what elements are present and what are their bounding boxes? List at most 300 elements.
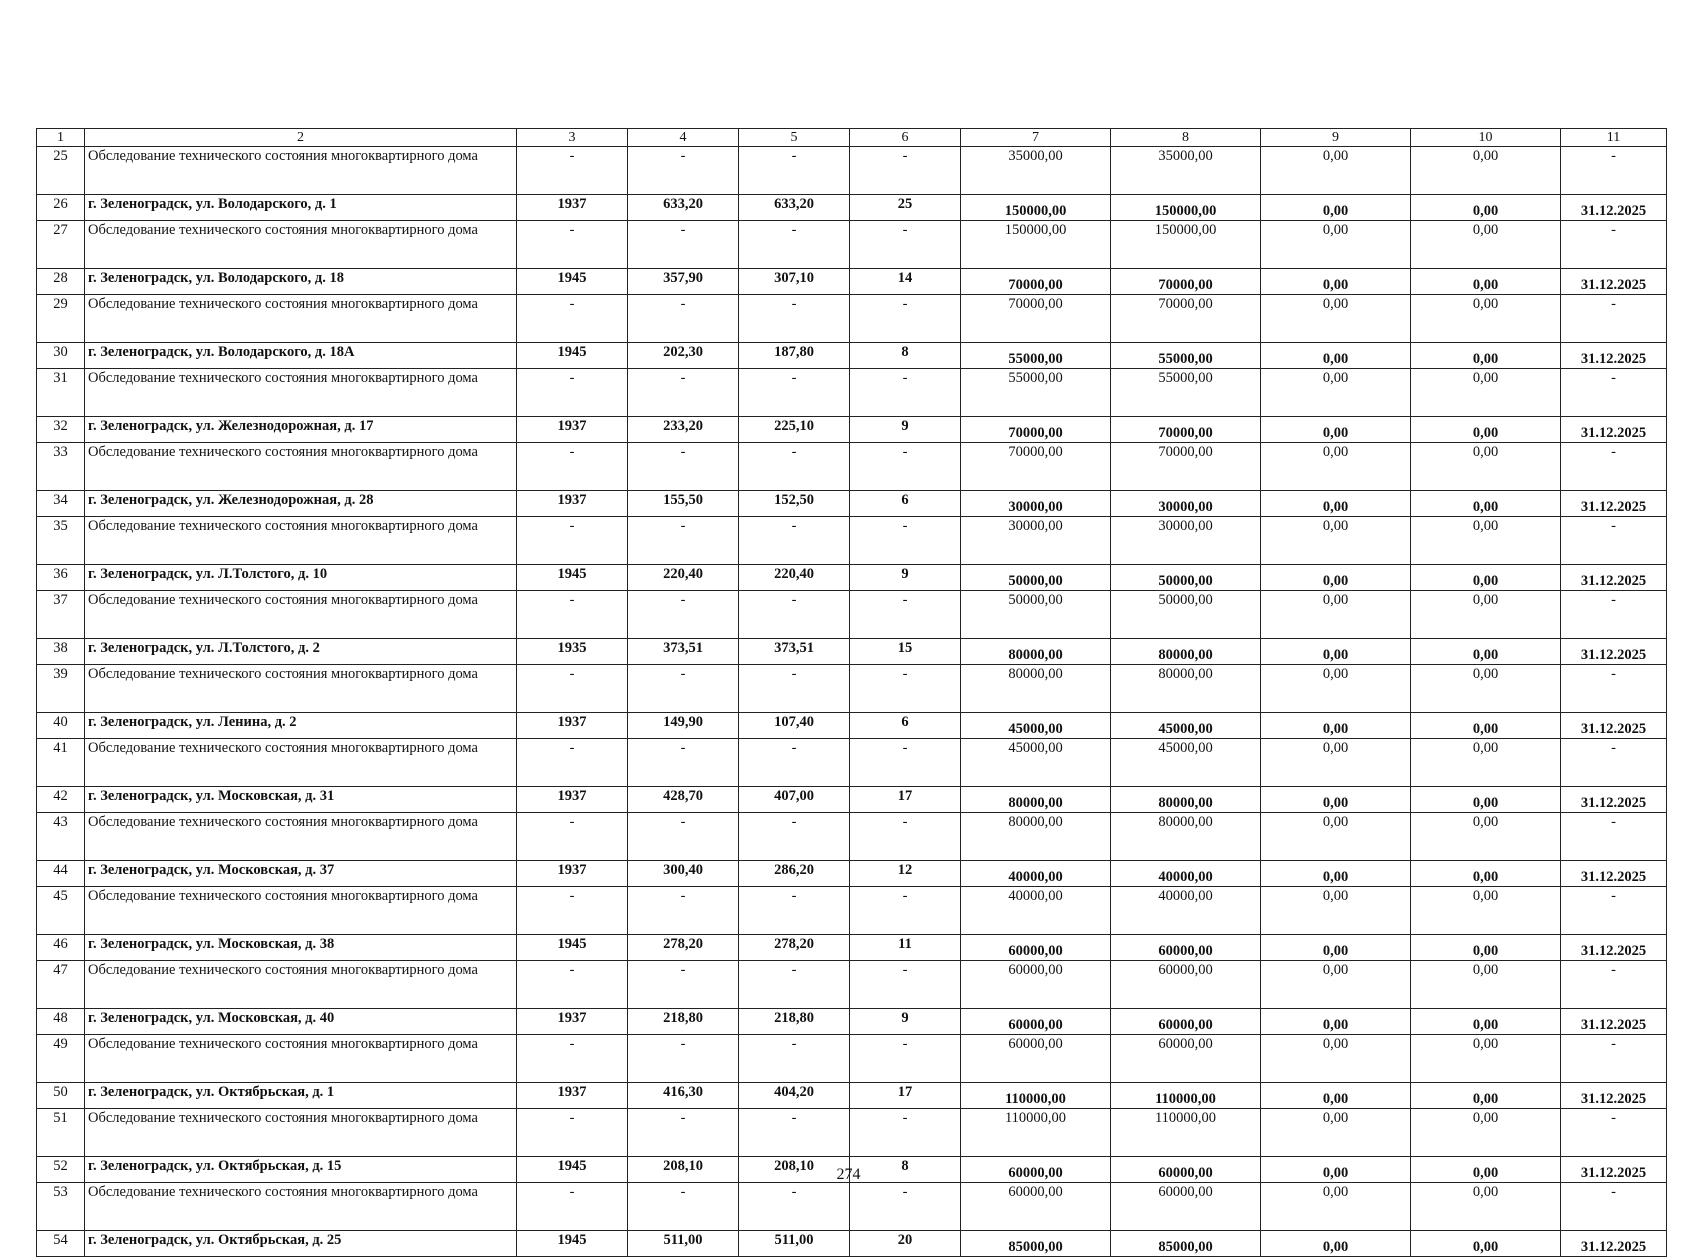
row-number: 31	[37, 369, 85, 417]
row-name: г. Зеленоградск, ул. Володарского, д. 18	[85, 269, 517, 295]
deadline-cell: -	[1561, 887, 1667, 935]
cost-owners-cell: 0,00	[1411, 1231, 1561, 1257]
cost-fund-cell: 30000,00	[1111, 491, 1261, 517]
deadline-cell: 31.12.2025	[1561, 417, 1667, 443]
address-row	[37, 1231, 1667, 1257]
work-row	[37, 739, 1667, 787]
year-cell: 1937	[517, 787, 628, 813]
area-living-cell: -	[739, 961, 850, 1009]
address-row	[37, 491, 1667, 517]
column-number: 7	[961, 129, 1111, 147]
residents-cell: -	[850, 1183, 961, 1231]
cost-owners-cell: 0,00	[1411, 787, 1561, 813]
cost-budget-cell: 0,00	[1261, 713, 1411, 739]
year-cell: 1937	[517, 861, 628, 887]
row-name: г. Зеленоградск, ул. Московская, д. 38	[85, 935, 517, 961]
row-name: Обследование технического состояния многоквартирного дома	[85, 517, 517, 565]
residents-cell: 20	[850, 1231, 961, 1257]
row-number: 40	[37, 713, 85, 739]
residents-cell: -	[850, 887, 961, 935]
deadline-cell: -	[1561, 517, 1667, 565]
column-number: 11	[1561, 129, 1667, 147]
row-number: 33	[37, 443, 85, 491]
cost-owners-cell: 0,00	[1411, 813, 1561, 861]
area-living-cell: 404,20	[739, 1083, 850, 1109]
year-cell: -	[517, 591, 628, 639]
cost-total-cell: 45000,00	[961, 739, 1111, 787]
year-cell: 1937	[517, 1009, 628, 1035]
year-cell: -	[517, 813, 628, 861]
residents-cell: 9	[850, 1009, 961, 1035]
cost-owners-cell: 0,00	[1411, 1083, 1561, 1109]
cost-fund-cell: 80000,00	[1111, 639, 1261, 665]
area-total-cell: -	[628, 1183, 739, 1231]
residents-cell: -	[850, 739, 961, 787]
deadline-cell: -	[1561, 665, 1667, 713]
area-living-cell: 107,40	[739, 713, 850, 739]
row-number: 46	[37, 935, 85, 961]
deadline-cell: 31.12.2025	[1561, 713, 1667, 739]
residents-cell: 14	[850, 269, 961, 295]
area-living-cell: -	[739, 1183, 850, 1231]
deadline-cell: -	[1561, 1035, 1667, 1083]
cost-budget-cell: 0,00	[1261, 1157, 1411, 1183]
deadline-cell: 31.12.2025	[1561, 1009, 1667, 1035]
cost-total-cell: 50000,00	[961, 591, 1111, 639]
row-name: г. Зеленоградск, ул. Железнодорожная, д. 28	[85, 491, 517, 517]
cost-owners-cell: 0,00	[1411, 565, 1561, 591]
cost-owners-cell: 0,00	[1411, 369, 1561, 417]
cost-owners-cell: 0,00	[1411, 1109, 1561, 1157]
deadline-cell: 31.12.2025	[1561, 565, 1667, 591]
row-name: Обследование технического состояния многоквартирного дома	[85, 369, 517, 417]
year-cell: -	[517, 295, 628, 343]
row-name: г. Зеленоградск, ул. Володарского, д. 1	[85, 195, 517, 221]
cost-total-cell: 50000,00	[961, 565, 1111, 591]
deadline-cell: 31.12.2025	[1561, 1157, 1667, 1183]
area-total-cell: -	[628, 147, 739, 195]
cost-budget-cell: 0,00	[1261, 147, 1411, 195]
area-total-cell: 208,10	[628, 1157, 739, 1183]
cost-owners-cell: 0,00	[1411, 665, 1561, 713]
deadline-cell: -	[1561, 221, 1667, 269]
cost-budget-cell: 0,00	[1261, 813, 1411, 861]
row-number: 27	[37, 221, 85, 269]
year-cell: -	[517, 1109, 628, 1157]
residents-cell: -	[850, 295, 961, 343]
year-cell: 1945	[517, 935, 628, 961]
row-number: 42	[37, 787, 85, 813]
work-row	[37, 591, 1667, 639]
year-cell: 1945	[517, 565, 628, 591]
cost-total-cell: 150000,00	[961, 221, 1111, 269]
area-living-cell: -	[739, 1109, 850, 1157]
cost-owners-cell: 0,00	[1411, 147, 1561, 195]
cost-fund-cell: 45000,00	[1111, 739, 1261, 787]
deadline-cell: -	[1561, 443, 1667, 491]
cost-budget-cell: 0,00	[1261, 269, 1411, 295]
page-number: 274	[836, 1166, 861, 1183]
row-number: 38	[37, 639, 85, 665]
year-cell: -	[517, 665, 628, 713]
address-row	[37, 565, 1667, 591]
area-living-cell: 511,00	[739, 1231, 850, 1257]
area-total-cell: -	[628, 813, 739, 861]
cost-total-cell: 80000,00	[961, 665, 1111, 713]
work-row	[37, 813, 1667, 861]
cost-fund-cell: 70000,00	[1111, 269, 1261, 295]
cost-total-cell: 85000,00	[961, 1231, 1111, 1257]
cost-fund-cell: 50000,00	[1111, 591, 1261, 639]
address-row	[37, 713, 1667, 739]
cost-total-cell: 45000,00	[961, 713, 1111, 739]
area-total-cell: -	[628, 887, 739, 935]
column-number: 6	[850, 129, 961, 147]
deadline-cell: -	[1561, 1109, 1667, 1157]
cost-owners-cell: 0,00	[1411, 1035, 1561, 1083]
row-number: 51	[37, 1109, 85, 1157]
cost-fund-cell: 110000,00	[1111, 1083, 1261, 1109]
address-row	[37, 195, 1667, 221]
cost-owners-cell: 0,00	[1411, 443, 1561, 491]
cost-owners-cell: 0,00	[1411, 1183, 1561, 1231]
cost-total-cell: 60000,00	[961, 935, 1111, 961]
deadline-cell: -	[1561, 1183, 1667, 1231]
cost-budget-cell: 0,00	[1261, 861, 1411, 887]
cost-fund-cell: 80000,00	[1111, 787, 1261, 813]
cost-total-cell: 110000,00	[961, 1109, 1111, 1157]
area-total-cell: 511,00	[628, 1231, 739, 1257]
row-name: Обследование технического состояния многоквартирного дома	[85, 221, 517, 269]
year-cell: -	[517, 961, 628, 1009]
deadline-cell: -	[1561, 813, 1667, 861]
residents-cell: -	[850, 443, 961, 491]
row-number: 30	[37, 343, 85, 369]
deadline-cell: 31.12.2025	[1561, 861, 1667, 887]
area-total-cell: 373,51	[628, 639, 739, 665]
area-living-cell: 286,20	[739, 861, 850, 887]
cost-budget-cell: 0,00	[1261, 1009, 1411, 1035]
row-number: 29	[37, 295, 85, 343]
work-row	[37, 517, 1667, 565]
work-row	[37, 1183, 1667, 1231]
year-cell: 1935	[517, 639, 628, 665]
deadline-cell: 31.12.2025	[1561, 787, 1667, 813]
cost-total-cell: 55000,00	[961, 369, 1111, 417]
area-total-cell: 149,90	[628, 713, 739, 739]
work-row	[37, 961, 1667, 1009]
area-living-cell: -	[739, 517, 850, 565]
cost-owners-cell: 0,00	[1411, 343, 1561, 369]
work-row	[37, 665, 1667, 713]
cost-budget-cell: 0,00	[1261, 739, 1411, 787]
work-row	[37, 1035, 1667, 1083]
row-number: 44	[37, 861, 85, 887]
row-number: 35	[37, 517, 85, 565]
cost-budget-cell: 0,00	[1261, 1183, 1411, 1231]
residents-cell: -	[850, 813, 961, 861]
deadline-cell: -	[1561, 147, 1667, 195]
cost-fund-cell: 110000,00	[1111, 1109, 1261, 1157]
cost-budget-cell: 0,00	[1261, 295, 1411, 343]
row-name: Обследование технического состояния многоквартирного дома	[85, 443, 517, 491]
area-living-cell: 278,20	[739, 935, 850, 961]
cost-fund-cell: 150000,00	[1111, 195, 1261, 221]
row-name: Обследование технического состояния многоквартирного дома	[85, 147, 517, 195]
year-cell: -	[517, 147, 628, 195]
cost-total-cell: 60000,00	[961, 1157, 1111, 1183]
address-row	[37, 343, 1667, 369]
cost-owners-cell: 0,00	[1411, 639, 1561, 665]
cost-budget-cell: 0,00	[1261, 517, 1411, 565]
cost-total-cell: 60000,00	[961, 961, 1111, 1009]
cost-total-cell: 70000,00	[961, 443, 1111, 491]
year-cell: 1945	[517, 343, 628, 369]
row-name: Обследование технического состояния многоквартирного дома	[85, 1183, 517, 1231]
residents-cell: -	[850, 1109, 961, 1157]
area-living-cell: 407,00	[739, 787, 850, 813]
cost-budget-cell: 0,00	[1261, 491, 1411, 517]
row-name: Обследование технического состояния многоквартирного дома	[85, 739, 517, 787]
cost-fund-cell: 70000,00	[1111, 295, 1261, 343]
area-total-cell: 233,20	[628, 417, 739, 443]
cost-total-cell: 80000,00	[961, 639, 1111, 665]
residents-cell: 9	[850, 565, 961, 591]
cost-fund-cell: 35000,00	[1111, 147, 1261, 195]
cost-budget-cell: 0,00	[1261, 443, 1411, 491]
cost-fund-cell: 60000,00	[1111, 935, 1261, 961]
area-living-cell: -	[739, 147, 850, 195]
deadline-cell: 31.12.2025	[1561, 269, 1667, 295]
area-total-cell: -	[628, 665, 739, 713]
row-number: 34	[37, 491, 85, 517]
works-table	[36, 128, 1667, 1257]
column-number: 8	[1111, 129, 1261, 147]
column-number-row	[37, 129, 1667, 147]
area-total-cell: -	[628, 1035, 739, 1083]
work-row	[37, 887, 1667, 935]
cost-fund-cell: 60000,00	[1111, 1157, 1261, 1183]
cost-fund-cell: 80000,00	[1111, 813, 1261, 861]
cost-budget-cell: 0,00	[1261, 639, 1411, 665]
cost-owners-cell: 0,00	[1411, 491, 1561, 517]
cost-budget-cell: 0,00	[1261, 1083, 1411, 1109]
cost-owners-cell: 0,00	[1411, 935, 1561, 961]
cost-total-cell: 70000,00	[961, 417, 1111, 443]
deadline-cell: 31.12.2025	[1561, 639, 1667, 665]
residents-cell: 8	[850, 1157, 961, 1183]
cost-total-cell: 30000,00	[961, 491, 1111, 517]
cost-fund-cell: 85000,00	[1111, 1231, 1261, 1257]
cost-owners-cell: 0,00	[1411, 417, 1561, 443]
cost-fund-cell: 60000,00	[1111, 1009, 1261, 1035]
row-number: 50	[37, 1083, 85, 1109]
cost-budget-cell: 0,00	[1261, 1231, 1411, 1257]
row-name: Обследование технического состояния многоквартирного дома	[85, 295, 517, 343]
residents-cell: 17	[850, 787, 961, 813]
cost-budget-cell: 0,00	[1261, 369, 1411, 417]
column-number: 9	[1261, 129, 1411, 147]
residents-cell: 8	[850, 343, 961, 369]
area-total-cell: 428,70	[628, 787, 739, 813]
residents-cell: -	[850, 1035, 961, 1083]
cost-fund-cell: 30000,00	[1111, 517, 1261, 565]
area-living-cell: 633,20	[739, 195, 850, 221]
residents-cell: 6	[850, 491, 961, 517]
area-living-cell: 187,80	[739, 343, 850, 369]
cost-total-cell: 60000,00	[961, 1009, 1111, 1035]
cost-total-cell: 70000,00	[961, 269, 1111, 295]
deadline-cell: -	[1561, 591, 1667, 639]
row-number: 36	[37, 565, 85, 591]
row-number: 37	[37, 591, 85, 639]
row-number: 39	[37, 665, 85, 713]
deadline-cell: -	[1561, 369, 1667, 417]
area-living-cell: -	[739, 1035, 850, 1083]
document-sheet	[36, 128, 1666, 1257]
area-living-cell: -	[739, 887, 850, 935]
deadline-cell: -	[1561, 739, 1667, 787]
area-total-cell: 300,40	[628, 861, 739, 887]
cost-owners-cell: 0,00	[1411, 269, 1561, 295]
cost-fund-cell: 60000,00	[1111, 1035, 1261, 1083]
year-cell: -	[517, 1035, 628, 1083]
cost-budget-cell: 0,00	[1261, 935, 1411, 961]
deadline-cell: 31.12.2025	[1561, 195, 1667, 221]
residents-cell: 15	[850, 639, 961, 665]
residents-cell: -	[850, 591, 961, 639]
cost-budget-cell: 0,00	[1261, 591, 1411, 639]
cost-fund-cell: 80000,00	[1111, 665, 1261, 713]
address-row	[37, 935, 1667, 961]
cost-owners-cell: 0,00	[1411, 961, 1561, 1009]
row-number: 48	[37, 1009, 85, 1035]
cost-owners-cell: 0,00	[1411, 1157, 1561, 1183]
row-name: г. Зеленоградск, ул. Московская, д. 31	[85, 787, 517, 813]
cost-budget-cell: 0,00	[1261, 887, 1411, 935]
cost-fund-cell: 150000,00	[1111, 221, 1261, 269]
cost-budget-cell: 0,00	[1261, 565, 1411, 591]
area-total-cell: -	[628, 1109, 739, 1157]
deadline-cell: -	[1561, 295, 1667, 343]
cost-fund-cell: 45000,00	[1111, 713, 1261, 739]
column-number: 10	[1411, 129, 1561, 147]
cost-owners-cell: 0,00	[1411, 1009, 1561, 1035]
area-total-cell: 357,90	[628, 269, 739, 295]
row-number: 41	[37, 739, 85, 787]
year-cell: -	[517, 1183, 628, 1231]
row-number: 45	[37, 887, 85, 935]
year-cell: -	[517, 369, 628, 417]
cost-owners-cell: 0,00	[1411, 591, 1561, 639]
area-total-cell: 278,20	[628, 935, 739, 961]
column-number: 2	[85, 129, 517, 147]
cost-owners-cell: 0,00	[1411, 739, 1561, 787]
address-row	[37, 1009, 1667, 1035]
column-number: 3	[517, 129, 628, 147]
row-name: Обследование технического состояния многоквартирного дома	[85, 1109, 517, 1157]
year-cell: 1945	[517, 269, 628, 295]
area-total-cell: -	[628, 591, 739, 639]
area-total-cell: 218,80	[628, 1009, 739, 1035]
work-row	[37, 369, 1667, 417]
area-total-cell: 155,50	[628, 491, 739, 517]
row-name: г. Зеленоградск, ул. Октябрьская, д. 25	[85, 1231, 517, 1257]
cost-fund-cell: 55000,00	[1111, 343, 1261, 369]
area-total-cell: 633,20	[628, 195, 739, 221]
cost-total-cell: 60000,00	[961, 1183, 1111, 1231]
row-name: Обследование технического состояния многоквартирного дома	[85, 813, 517, 861]
row-number: 43	[37, 813, 85, 861]
year-cell: 1937	[517, 491, 628, 517]
row-name: г. Зеленоградск, ул. Московская, д. 40	[85, 1009, 517, 1035]
cost-owners-cell: 0,00	[1411, 195, 1561, 221]
row-name: Обследование технического состояния многоквартирного дома	[85, 591, 517, 639]
row-name: Обследование технического состояния многоквартирного дома	[85, 1035, 517, 1083]
cost-owners-cell: 0,00	[1411, 713, 1561, 739]
area-total-cell: -	[628, 961, 739, 1009]
area-total-cell: -	[628, 517, 739, 565]
cost-total-cell: 55000,00	[961, 343, 1111, 369]
area-living-cell: 218,80	[739, 1009, 850, 1035]
year-cell: -	[517, 517, 628, 565]
area-total-cell: 220,40	[628, 565, 739, 591]
row-name: г. Зеленоградск, ул. Ленина, д. 2	[85, 713, 517, 739]
column-number: 1	[37, 129, 85, 147]
row-name: Обследование технического состояния многоквартирного дома	[85, 665, 517, 713]
area-living-cell: 152,50	[739, 491, 850, 517]
row-name: г. Зеленоградск, ул. Октябрьская, д. 15	[85, 1157, 517, 1183]
area-living-cell: -	[739, 739, 850, 787]
cost-fund-cell: 70000,00	[1111, 417, 1261, 443]
row-number: 26	[37, 195, 85, 221]
row-number: 52	[37, 1157, 85, 1183]
cost-budget-cell: 0,00	[1261, 961, 1411, 1009]
cost-budget-cell: 0,00	[1261, 787, 1411, 813]
year-cell: 1937	[517, 713, 628, 739]
year-cell: 1937	[517, 417, 628, 443]
area-total-cell: -	[628, 443, 739, 491]
area-total-cell: -	[628, 739, 739, 787]
address-row	[37, 787, 1667, 813]
row-name: г. Зеленоградск, ул. Октябрьская, д. 1	[85, 1083, 517, 1109]
residents-cell: 6	[850, 713, 961, 739]
deadline-cell: 31.12.2025	[1561, 343, 1667, 369]
column-number: 4	[628, 129, 739, 147]
cost-fund-cell: 40000,00	[1111, 861, 1261, 887]
cost-budget-cell: 0,00	[1261, 417, 1411, 443]
row-number: 28	[37, 269, 85, 295]
residents-cell: 17	[850, 1083, 961, 1109]
cost-owners-cell: 0,00	[1411, 887, 1561, 935]
cost-budget-cell: 0,00	[1261, 1035, 1411, 1083]
residents-cell: 9	[850, 417, 961, 443]
area-living-cell: 220,40	[739, 565, 850, 591]
address-row	[37, 417, 1667, 443]
table-body	[37, 129, 1667, 1257]
year-cell: 1937	[517, 195, 628, 221]
cost-total-cell: 80000,00	[961, 787, 1111, 813]
address-row	[37, 861, 1667, 887]
row-number: 25	[37, 147, 85, 195]
cost-budget-cell: 0,00	[1261, 665, 1411, 713]
cost-total-cell: 30000,00	[961, 517, 1111, 565]
address-row	[37, 269, 1667, 295]
area-living-cell: 208,10	[739, 1157, 850, 1183]
year-cell: -	[517, 739, 628, 787]
area-living-cell: -	[739, 221, 850, 269]
deadline-cell: 31.12.2025	[1561, 1231, 1667, 1257]
